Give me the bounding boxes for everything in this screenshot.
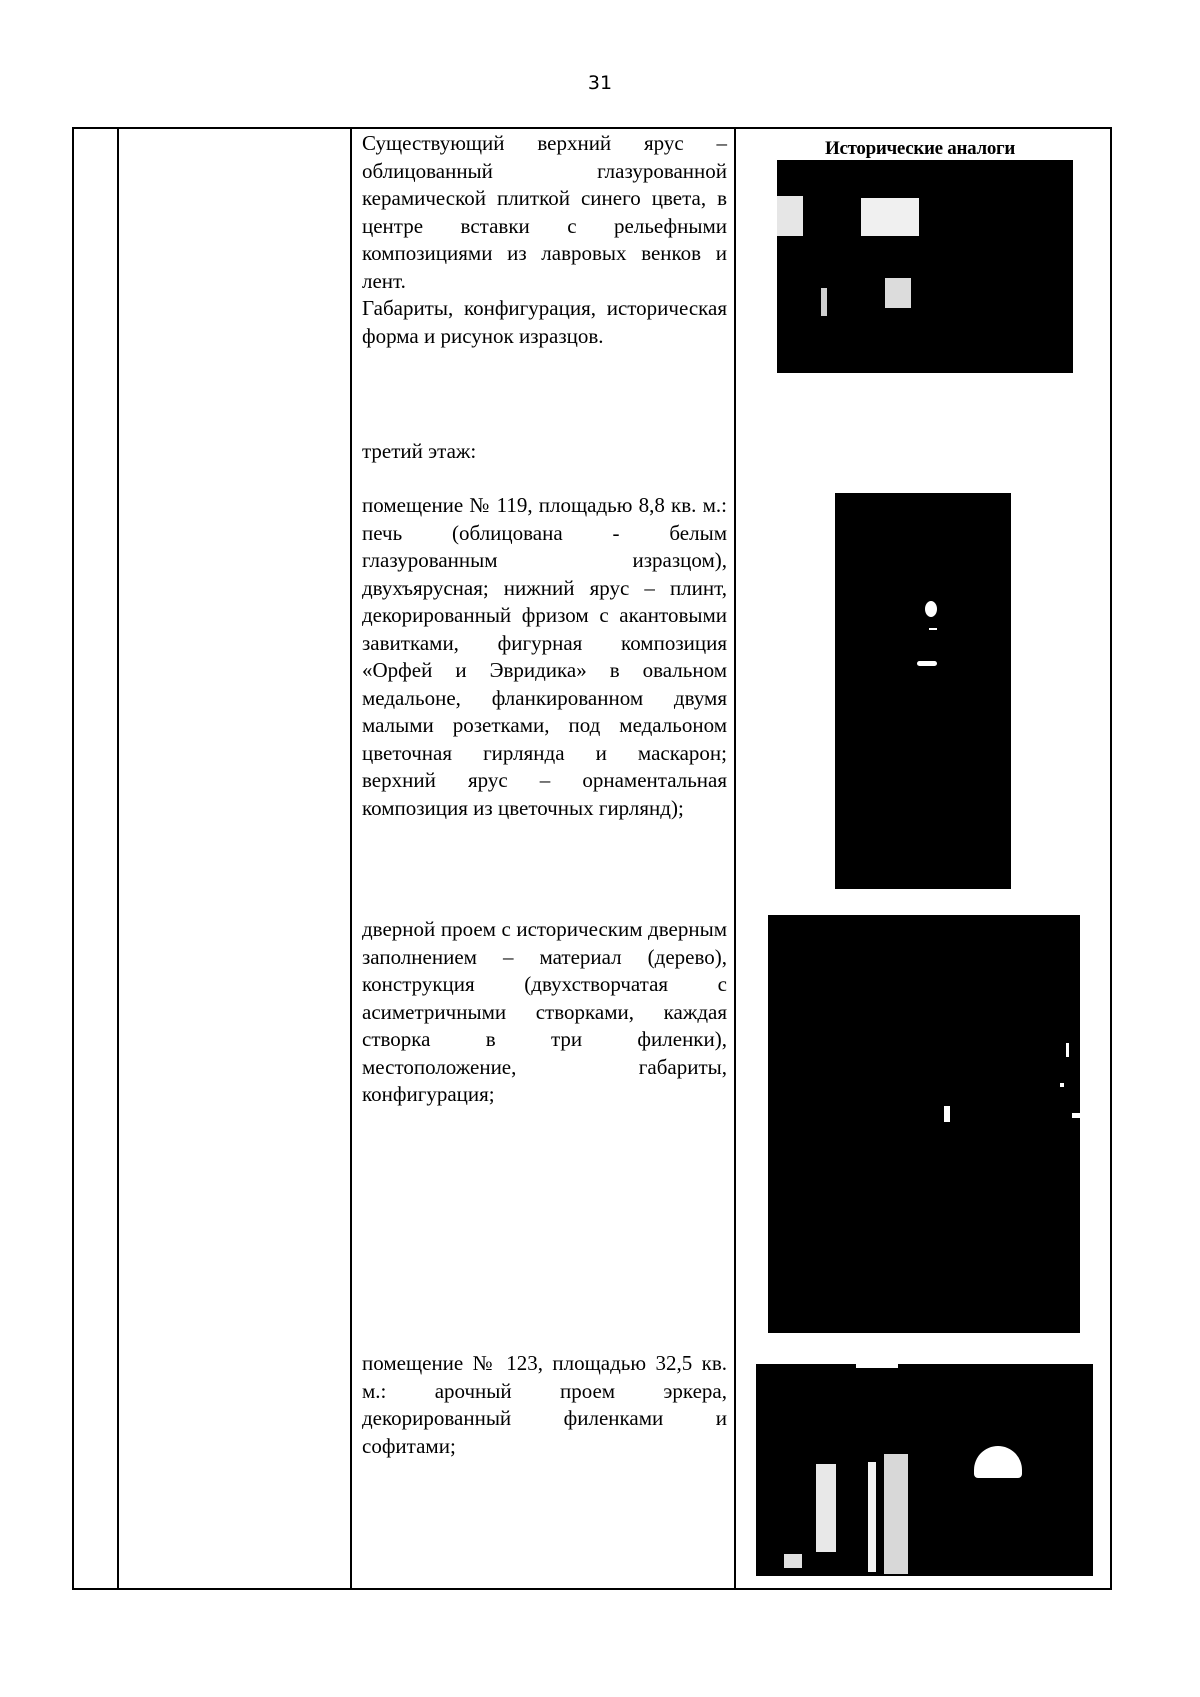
historical-photo-stove-119 — [835, 493, 1011, 889]
photo-detail — [1066, 1043, 1069, 1057]
text-block — [362, 492, 727, 822]
column-divider — [350, 129, 352, 1588]
historical-photo-door — [768, 915, 1080, 1333]
photo-detail — [917, 661, 937, 666]
photo-detail — [1060, 1083, 1064, 1087]
historical-photo-tile-stove — [777, 160, 1073, 373]
photo-detail — [816, 1464, 836, 1552]
column-divider — [117, 129, 119, 1588]
photo-detail — [784, 1554, 802, 1568]
paragraph: помещение № 123, площадью 32,5 кв. м.: арочный проем эркера, декорированный филенками и софитами; — [362, 1351, 727, 1458]
photo-detail — [861, 198, 919, 236]
text-block — [362, 916, 727, 1109]
text-block — [362, 1350, 727, 1460]
photos-caption: Исторические аналоги — [824, 138, 1016, 159]
photo-detail — [777, 196, 803, 236]
paragraph: Существующий верхний ярус – облицованный глазурованной керамической плиткой синего цвета, в центре вставки с рельефными композициями из лавровых венков и лент. — [362, 131, 727, 293]
photo-detail — [944, 1106, 950, 1122]
floor-heading: третий этаж: — [362, 439, 477, 463]
paragraph: дверной проем с историческим дверным заполнением – материал (дерево), конструкция (двухстворчатая с асиметричными створками, каждая створка в три филенки), местоположение, габариты, конфигурация; — [362, 917, 727, 1106]
column-divider — [734, 129, 736, 1588]
text-block — [362, 438, 727, 466]
monument-elements-table — [72, 127, 1112, 1590]
photo-detail — [1072, 1113, 1080, 1118]
paragraph: Габариты, конфигурация, историческая форма и рисунок изразцов. — [362, 296, 727, 348]
photo-detail — [925, 601, 937, 617]
paragraph: помещение № 119, площадью 8,8 кв. м.: печь (облицована - белым глазурованным изразцом), двухъярусная; нижний ярус – плинт, декорированный фризом с акантовыми завитками, фигурная композиция «Орфей и Эвридика» в овальном медальоне, фланкированном двумя малыми розетками, под медальоном цветочная гирлянда и маскарон; верхний ярус – орнаментальная композиция из цветочных гирлянд); — [362, 493, 727, 820]
page-number: 31 — [587, 72, 613, 94]
text-block — [362, 130, 727, 350]
photo-detail — [885, 278, 911, 308]
photo-detail — [856, 1364, 898, 1368]
photo-detail — [974, 1446, 1022, 1478]
photo-detail — [929, 628, 937, 630]
photo-detail — [821, 288, 827, 316]
photo-detail — [884, 1454, 908, 1574]
historical-photo-bay-arch — [756, 1364, 1093, 1576]
photo-detail — [868, 1462, 876, 1572]
